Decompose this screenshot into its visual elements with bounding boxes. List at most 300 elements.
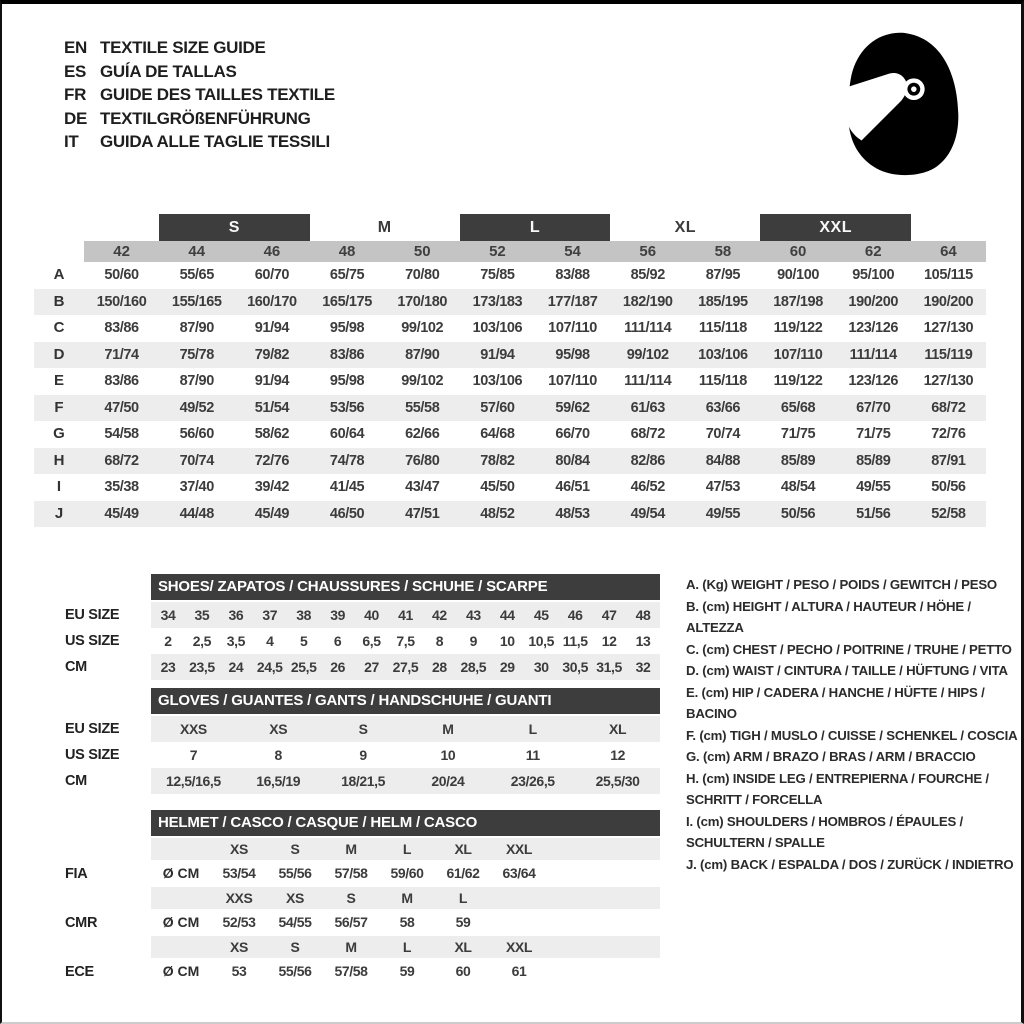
size-cell: 160/170 — [247, 293, 297, 310]
size-cell: 190/200 — [923, 293, 974, 310]
size-cell: 83/86 — [329, 346, 365, 363]
row-label: C — [53, 319, 65, 336]
size-cell: 119/122 — [773, 373, 823, 389]
language-code: EN — [64, 38, 88, 57]
size-cell: 41/45 — [329, 479, 365, 495]
size-cell: 18/21,5 — [341, 773, 386, 789]
size-cell: XXS — [180, 721, 207, 737]
size-cell: 34 — [160, 607, 176, 623]
size-cell: 65/75 — [329, 267, 365, 283]
legend-item: E. (cm) HIP / CADERA / HANCHE / HÜFTE / HIPS / BACINO — [686, 684, 985, 721]
language-code: ES — [64, 61, 87, 81]
row-label: US SIZE — [65, 633, 120, 649]
helmet-sizes-row — [151, 838, 660, 860]
size-cell: 35/38 — [104, 479, 139, 495]
size-table-row — [34, 368, 986, 395]
size-cell: 55/58 — [405, 399, 440, 416]
size-cell: 82/86 — [630, 452, 665, 469]
size-cell: 103/106 — [698, 346, 748, 363]
size-cell: 53/56 — [329, 399, 365, 416]
size-cell: 9 — [469, 633, 478, 649]
language-title: GUÍA DE TALLAS — [100, 61, 237, 81]
size-cell: 165/175 — [322, 293, 372, 310]
size-cell: S — [358, 721, 368, 737]
size-cell: 51/56 — [856, 505, 891, 522]
size-table-row — [34, 315, 986, 342]
size-cell: 79/82 — [254, 346, 290, 363]
size-cell: 87/90 — [179, 373, 214, 389]
size-cell: 8 — [274, 747, 282, 763]
size-cell: 91/94 — [254, 320, 290, 336]
language-row — [64, 60, 335, 84]
size-cell: 48/52 — [480, 505, 515, 522]
size-cell: 47/51 — [405, 505, 440, 522]
size-cell: 95/98 — [329, 320, 365, 336]
size-cell: 31,5 — [596, 659, 622, 675]
language-code: DE — [64, 108, 88, 128]
size-cell: 37/40 — [179, 479, 214, 495]
size-cell: 58 — [399, 914, 415, 930]
size-cell: 111/114 — [849, 346, 897, 363]
size-cell: 52/53 — [222, 914, 256, 930]
size-cell: 84/88 — [705, 452, 741, 469]
size-column-header: 44 — [188, 243, 206, 260]
size-column-header: 54 — [564, 243, 581, 260]
row-label: A — [53, 266, 65, 283]
row-label: F — [54, 398, 64, 416]
size-table-row — [34, 289, 986, 316]
legend-item: A. (Kg) WEIGHT / PESO / POIDS / GEWITCH / PESO — [686, 577, 997, 592]
size-cell: 99/102 — [401, 320, 444, 336]
size-cell: 61 — [511, 963, 527, 979]
size-cell: 26 — [330, 659, 346, 675]
size-column-header: 62 — [864, 243, 882, 260]
size-cell: 59 — [455, 914, 471, 930]
helmet-size-header: XXL — [505, 939, 533, 955]
size-band-l: L — [460, 214, 610, 241]
size-cell: 60 — [455, 963, 471, 979]
size-cell: XL — [609, 721, 627, 737]
size-cell: 115/118 — [698, 373, 747, 389]
helmet-size-header: XS — [230, 939, 248, 955]
row-label: D — [53, 345, 65, 363]
table-row — [151, 602, 660, 628]
spacer — [36, 838, 151, 860]
size-cell: 59 — [399, 963, 415, 979]
size-table-row — [34, 342, 986, 369]
size-cell: 99/102 — [401, 373, 444, 389]
size-cell: 7,5 — [396, 633, 415, 649]
helmet-size-header — [491, 887, 547, 909]
spacer — [151, 936, 211, 958]
row-label: J — [54, 504, 64, 522]
size-cell: 54/58 — [104, 426, 139, 442]
helmet-size-header: M — [345, 841, 357, 857]
size-cell: 173/183 — [472, 293, 523, 310]
language-title: GUIDA ALLE TAGLIE TESSILI — [100, 132, 330, 151]
size-cell: 95/98 — [329, 373, 365, 389]
size-cell: 28,5 — [460, 659, 487, 675]
language-row — [64, 130, 335, 154]
language-row — [64, 107, 335, 131]
size-cell: 54/55 — [278, 914, 312, 930]
row-label: ECE — [65, 963, 94, 980]
language-title-list — [64, 36, 335, 154]
size-column-header: 52 — [489, 243, 506, 260]
size-cell: 103/106 — [472, 373, 523, 389]
diameter-unit-label: Ø CM — [162, 865, 200, 881]
size-cell: 78/82 — [480, 452, 515, 469]
size-cell: 46 — [567, 607, 583, 623]
size-cell: 61/62 — [446, 865, 480, 881]
size-cell: 83/86 — [104, 320, 139, 336]
helmet-size-header: L — [402, 841, 412, 857]
shoes-table-title: SHOES/ ZAPATOS / CHAUSSURES / SCHUHE / SCARPE — [151, 574, 660, 600]
size-cell: 23 — [160, 659, 176, 675]
size-cell: 39/42 — [254, 479, 290, 495]
size-cell: 70/74 — [179, 452, 214, 469]
size-table-row — [34, 474, 986, 501]
size-cell: 40 — [364, 607, 379, 623]
size-cell: 27,5 — [392, 659, 419, 675]
helmet-size-header: XS — [286, 890, 304, 906]
size-cell: 107/110 — [548, 320, 597, 336]
size-cell: 16,5/19 — [256, 773, 301, 789]
size-cell: 115/118 — [698, 320, 747, 336]
size-cell: 71/74 — [104, 346, 139, 363]
helmet-size-header: XXS — [225, 890, 253, 906]
size-cell: 85/89 — [856, 452, 891, 469]
helmet-sizes-row — [151, 887, 660, 909]
size-cell: 57/58 — [334, 963, 368, 979]
spacer — [36, 936, 151, 958]
helmet-size-header: XS — [230, 841, 248, 857]
size-column-header: 60 — [789, 243, 807, 260]
size-column-header: 48 — [338, 243, 356, 260]
size-cell: 90/100 — [777, 267, 820, 283]
size-cell: 62/66 — [405, 426, 440, 442]
size-cell: 75/78 — [179, 346, 214, 363]
size-cell: 37 — [262, 607, 278, 623]
size-cell: 70/80 — [405, 267, 440, 283]
row-label: EU SIZE — [65, 721, 120, 737]
helmet-size-header: XL — [454, 841, 472, 857]
size-column-header: 64 — [940, 243, 957, 260]
size-cell: 50/60 — [104, 267, 139, 283]
size-cell: 2 — [164, 633, 172, 649]
size-table-row — [34, 501, 986, 528]
size-cell: 57/58 — [334, 865, 368, 881]
measurement-legend — [686, 574, 1018, 875]
size-cell: 45 — [533, 607, 549, 623]
size-cell: 127/130 — [923, 373, 974, 389]
size-cell: 25,5 — [290, 659, 317, 675]
size-cell: 39 — [330, 607, 346, 623]
size-cell: 80/84 — [555, 452, 590, 469]
size-cell: 46/50 — [329, 505, 365, 522]
language-row — [64, 36, 335, 60]
size-cell: 123/126 — [848, 320, 899, 336]
size-cell: 56/57 — [334, 914, 368, 930]
size-cell: M — [442, 721, 454, 737]
size-cell: 45/49 — [104, 505, 139, 522]
shoes-size-table — [36, 574, 660, 680]
row-label: H — [53, 451, 65, 469]
size-cell: 38 — [296, 607, 312, 623]
size-cell: 95/98 — [555, 346, 590, 363]
size-cell: 24,5 — [256, 659, 283, 675]
size-cell: 170/180 — [397, 293, 448, 310]
row-label: CM — [65, 659, 87, 675]
size-cell: 91/94 — [254, 373, 290, 389]
diameter-unit-label: Ø CM — [162, 963, 200, 979]
size-cell: 185/195 — [698, 293, 748, 310]
spacer — [151, 887, 211, 909]
size-cell: 27 — [364, 659, 379, 675]
helmet-size-header: XXL — [505, 841, 533, 857]
language-row — [64, 83, 335, 107]
size-cell: 29 — [499, 659, 515, 675]
size-band-s: S — [159, 214, 309, 241]
size-cell: 45/49 — [254, 505, 290, 522]
size-cell: 57/60 — [480, 399, 515, 416]
size-table-row — [34, 448, 986, 475]
size-cell: 30 — [533, 659, 549, 675]
helmet-table-title: HELMET / CASCO / CASQUE / HELM / CASCO — [151, 810, 660, 836]
row-label: US SIZE — [65, 747, 120, 763]
size-cell: 74/78 — [329, 452, 365, 469]
size-cell: 99/102 — [626, 346, 669, 363]
helmet-size-header: S — [346, 890, 356, 906]
legend-item: H. (cm) INSIDE LEG / ENTREPIERNA / FOURCHE / SCHRITT / FORCELLA — [686, 770, 989, 807]
size-cell: 187/198 — [773, 293, 823, 310]
size-band-row — [34, 214, 986, 241]
size-cell: 51/54 — [254, 399, 290, 416]
row-label: E — [53, 372, 64, 389]
size-cell: 5 — [299, 633, 308, 649]
size-cell: 50/56 — [780, 505, 816, 522]
spacer — [34, 241, 84, 262]
size-cell: 87/91 — [931, 452, 966, 469]
helmet-size-header: L — [402, 939, 412, 955]
size-cell: 45/50 — [480, 479, 515, 495]
size-cell: 127/130 — [923, 320, 974, 336]
table-row — [151, 768, 660, 794]
size-table-row — [34, 262, 986, 289]
size-cell: 107/110 — [548, 373, 597, 389]
size-cell: 43/47 — [405, 479, 440, 495]
legend-item: D. (cm) WAIST / CINTURA / TAILLE / HÜFTUNG / VITA — [686, 663, 1008, 678]
size-cell: 55/65 — [179, 267, 214, 283]
size-cell: 6 — [333, 633, 342, 649]
gloves-table-title: GLOVES / GUANTES / GANTS / HANDSCHUHE / GUANTI — [151, 688, 660, 714]
size-cell: 83/86 — [104, 373, 139, 389]
size-cell: 25,5/30 — [595, 773, 640, 789]
size-cell: 47 — [601, 607, 617, 623]
size-cell: 111/114 — [624, 320, 672, 336]
helmet-size-header: M — [401, 890, 413, 906]
helmet-size-header: L — [458, 890, 468, 906]
size-cell: 10,5 — [528, 633, 555, 649]
size-cell: 107/110 — [773, 346, 823, 363]
size-cell: 60/64 — [329, 426, 365, 442]
size-column-header: 58 — [714, 243, 732, 260]
size-cell: 4 — [266, 633, 274, 649]
size-cell: 20/24 — [431, 773, 465, 789]
spacer — [36, 688, 151, 716]
size-cell: 83/88 — [555, 267, 590, 283]
language-code: FR — [64, 85, 87, 104]
size-cell: 55/56 — [278, 963, 312, 979]
size-cell: 12 — [610, 747, 625, 763]
size-cell: 36 — [228, 607, 244, 623]
size-cell: 103/106 — [472, 320, 523, 336]
legend-item: J. (cm) BACK / ESPALDA / DOS / ZURÜCK / INDIETRO — [686, 856, 1014, 872]
size-cell: 68/72 — [931, 399, 966, 416]
size-cell: 50/56 — [931, 479, 966, 495]
size-cell: 28 — [432, 659, 447, 675]
size-cell: 72/76 — [254, 452, 290, 469]
size-cell: 47/50 — [104, 399, 139, 416]
size-cell: 44/48 — [179, 505, 214, 522]
size-cell: 41 — [398, 607, 413, 623]
size-cell: 66/70 — [555, 426, 590, 442]
size-column-header: 50 — [413, 243, 431, 260]
size-cell: 11,5 — [562, 633, 588, 649]
helmet-size-header: XL — [454, 939, 472, 955]
size-cell: 111/114 — [624, 373, 672, 389]
legend-item: G. (cm) ARM / BRAZO / BRAS / ARM / BRACCIO — [686, 749, 976, 764]
legend-item: I. (cm) SHOULDERS / HOMBROS / ÉPAULES / SCHULTERN / SPALLE — [686, 813, 963, 850]
table-row — [151, 716, 660, 742]
size-cell: 49/52 — [179, 399, 214, 416]
row-label: EU SIZE — [65, 607, 120, 623]
helmet-size-header: S — [290, 939, 300, 955]
size-cell: 59/60 — [390, 865, 424, 881]
size-cell: 87/95 — [705, 267, 741, 283]
size-cell: 59/62 — [555, 399, 590, 416]
row-label: B — [53, 292, 65, 310]
racing-helmet-icon — [836, 28, 964, 178]
size-column-header-row — [34, 241, 986, 262]
table-row — [151, 654, 660, 680]
size-cell: 53/54 — [222, 865, 256, 881]
size-cell: 48/53 — [555, 505, 590, 522]
language-title: GUIDE DES TAILLES TEXTILE — [100, 85, 335, 104]
size-cell: 70/74 — [705, 426, 741, 442]
size-cell: 13 — [635, 633, 651, 649]
size-cell: 60/70 — [254, 267, 290, 283]
size-cell: 7 — [189, 747, 198, 763]
row-label: CM — [65, 773, 87, 789]
size-cell: 6,5 — [362, 633, 381, 649]
size-cell: 8 — [435, 633, 444, 649]
size-cell: 12,5/16,5 — [166, 773, 221, 789]
size-cell: 47/53 — [705, 479, 741, 495]
size-cell: 61/63 — [630, 399, 665, 416]
size-cell: 42 — [432, 607, 447, 623]
spacer — [36, 810, 151, 838]
size-cell: 76/80 — [405, 452, 440, 469]
size-cell: 44 — [499, 607, 515, 623]
size-column-header: 42 — [113, 243, 130, 260]
size-cell: 182/190 — [622, 293, 673, 310]
helmet-values-row — [151, 909, 660, 936]
size-cell: 68/72 — [630, 426, 665, 442]
size-cell: 9 — [359, 747, 367, 763]
size-cell — [491, 909, 547, 936]
size-cell: 95/100 — [852, 267, 895, 283]
size-cell: 48 — [635, 607, 651, 623]
size-cell: 32 — [635, 659, 651, 675]
size-cell: 155/165 — [171, 293, 222, 310]
row-label: I — [56, 478, 62, 495]
spacer — [36, 887, 151, 909]
size-cell: 52/58 — [931, 505, 966, 522]
size-cell: 30,5 — [562, 659, 588, 675]
size-cell: XS — [269, 721, 288, 737]
helmet-size-header: M — [345, 939, 357, 955]
size-cell: 85/89 — [780, 452, 816, 469]
legend-item: B. (cm) HEIGHT / ALTURA / HAUTEUR / HÖHE / ALTEZZA — [686, 598, 971, 635]
size-cell: 24 — [228, 659, 244, 675]
size-cell: 35 — [194, 607, 210, 623]
helmet-size-header: S — [290, 841, 300, 857]
size-cell: 87/90 — [179, 320, 214, 336]
size-cell: 10 — [440, 747, 456, 763]
size-cell: 115/119 — [924, 346, 973, 363]
size-cell: 85/92 — [630, 267, 665, 283]
size-cell: 55/56 — [278, 865, 312, 881]
diameter-unit-label: Ø CM — [162, 914, 200, 930]
helmet-values-row — [151, 860, 660, 887]
size-cell: 49/55 — [705, 505, 741, 522]
size-cell: 65/68 — [780, 399, 816, 416]
spacer — [36, 574, 151, 602]
table-row — [151, 628, 660, 654]
size-band-m: M — [377, 219, 392, 236]
helmet-size-table — [36, 810, 660, 985]
size-cell: 49/55 — [856, 479, 891, 495]
size-cell: 56/60 — [179, 426, 214, 442]
size-cell: 46/52 — [630, 479, 665, 495]
size-cell: 11 — [525, 747, 540, 763]
size-cell: 72/76 — [931, 426, 966, 442]
size-cell: 53 — [231, 963, 247, 979]
size-cell: 49/54 — [630, 505, 665, 522]
size-cell: 23,5 — [189, 659, 215, 675]
row-label: FIA — [65, 865, 88, 882]
size-cell: 48/54 — [780, 479, 816, 495]
size-cell: 71/75 — [856, 426, 891, 442]
spacer — [34, 214, 159, 241]
size-cell: 105/115 — [923, 267, 973, 283]
size-cell: 68/72 — [104, 452, 139, 469]
size-cell: 3,5 — [226, 633, 245, 649]
size-column-header: 56 — [639, 243, 657, 260]
size-cell: L — [528, 721, 537, 737]
size-cell: 10 — [499, 633, 515, 649]
size-cell: 87/90 — [405, 346, 440, 363]
gloves-size-table — [36, 688, 660, 794]
helmet-sizes-row — [151, 936, 660, 958]
row-label: G — [53, 425, 65, 442]
size-cell: 67/70 — [856, 399, 891, 416]
size-cell: 58/62 — [254, 426, 290, 442]
language-title: TEXTILE SIZE GUIDE — [100, 38, 266, 57]
language-title: TEXTILGRÖßENFÜHRUNG — [100, 108, 311, 128]
size-table-row — [34, 421, 986, 448]
